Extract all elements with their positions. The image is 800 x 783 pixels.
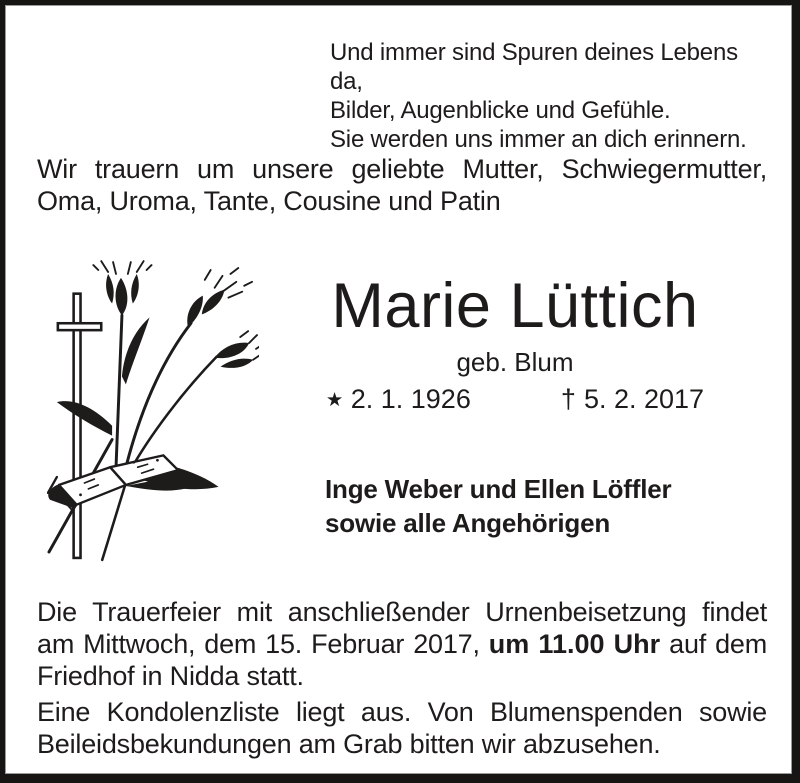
funeral-time: um 11.00 Uhr bbox=[488, 629, 661, 659]
death-cross-icon: † bbox=[560, 384, 576, 414]
life-dates bbox=[265, 383, 765, 418]
birth-star-icon: ★ bbox=[325, 389, 344, 412]
condolence-line: Beileidsbekundungen am Grab bitten wir abzusehen. bbox=[37, 729, 661, 759]
memorial-quote bbox=[330, 38, 752, 154]
birth-date bbox=[326, 383, 471, 418]
intro-text bbox=[37, 153, 767, 217]
funeral-line-text: am Mittwoch, dem 15. Februar 2017, bbox=[37, 629, 480, 659]
maiden-name: geb. Blum bbox=[456, 347, 574, 377]
quote-line: Sie werden uns immer an dich erinnern. bbox=[330, 126, 747, 153]
intro-line: Wir trauern um unsere geliebte Mutter, Schwiegermutter, bbox=[37, 154, 767, 184]
mourners-line: sowie alle Angehörigen bbox=[325, 508, 611, 538]
quote-line: Bilder, Augenblicke und Gefühle. bbox=[330, 97, 671, 124]
deceased-name: Marie Lüttich bbox=[331, 271, 699, 341]
death-date-value: 5. 2. 2017 bbox=[583, 384, 705, 414]
mourners-line: Inge Weber und Ellen Löffler bbox=[325, 474, 672, 504]
quote-line: Und immer sind Spuren deines Lebens da, bbox=[330, 39, 738, 95]
funeral-line-text: auf dem bbox=[669, 629, 767, 659]
mourners bbox=[325, 472, 671, 540]
deceased-block bbox=[265, 273, 765, 418]
death-date bbox=[561, 383, 704, 418]
condolence-note bbox=[37, 696, 767, 760]
cross-wheat-book-icon bbox=[47, 257, 259, 565]
condolence-line: Eine Kondolenzliste liegt aus. Von Blumenspenden sowie bbox=[37, 697, 767, 727]
service-info bbox=[37, 596, 767, 760]
funeral-line bbox=[37, 628, 767, 660]
birth-date-value: 2. 1. 1926 bbox=[350, 384, 471, 414]
funeral-line: Friedhof in Nidda statt. bbox=[37, 661, 304, 691]
intro-line: Oma, Uroma, Tante, Cousine und Patin bbox=[37, 186, 501, 216]
funeral-line: Die Trauerfeier mit anschließender Urnenbeisetzung findet bbox=[37, 597, 767, 627]
funeral-info bbox=[37, 596, 767, 692]
